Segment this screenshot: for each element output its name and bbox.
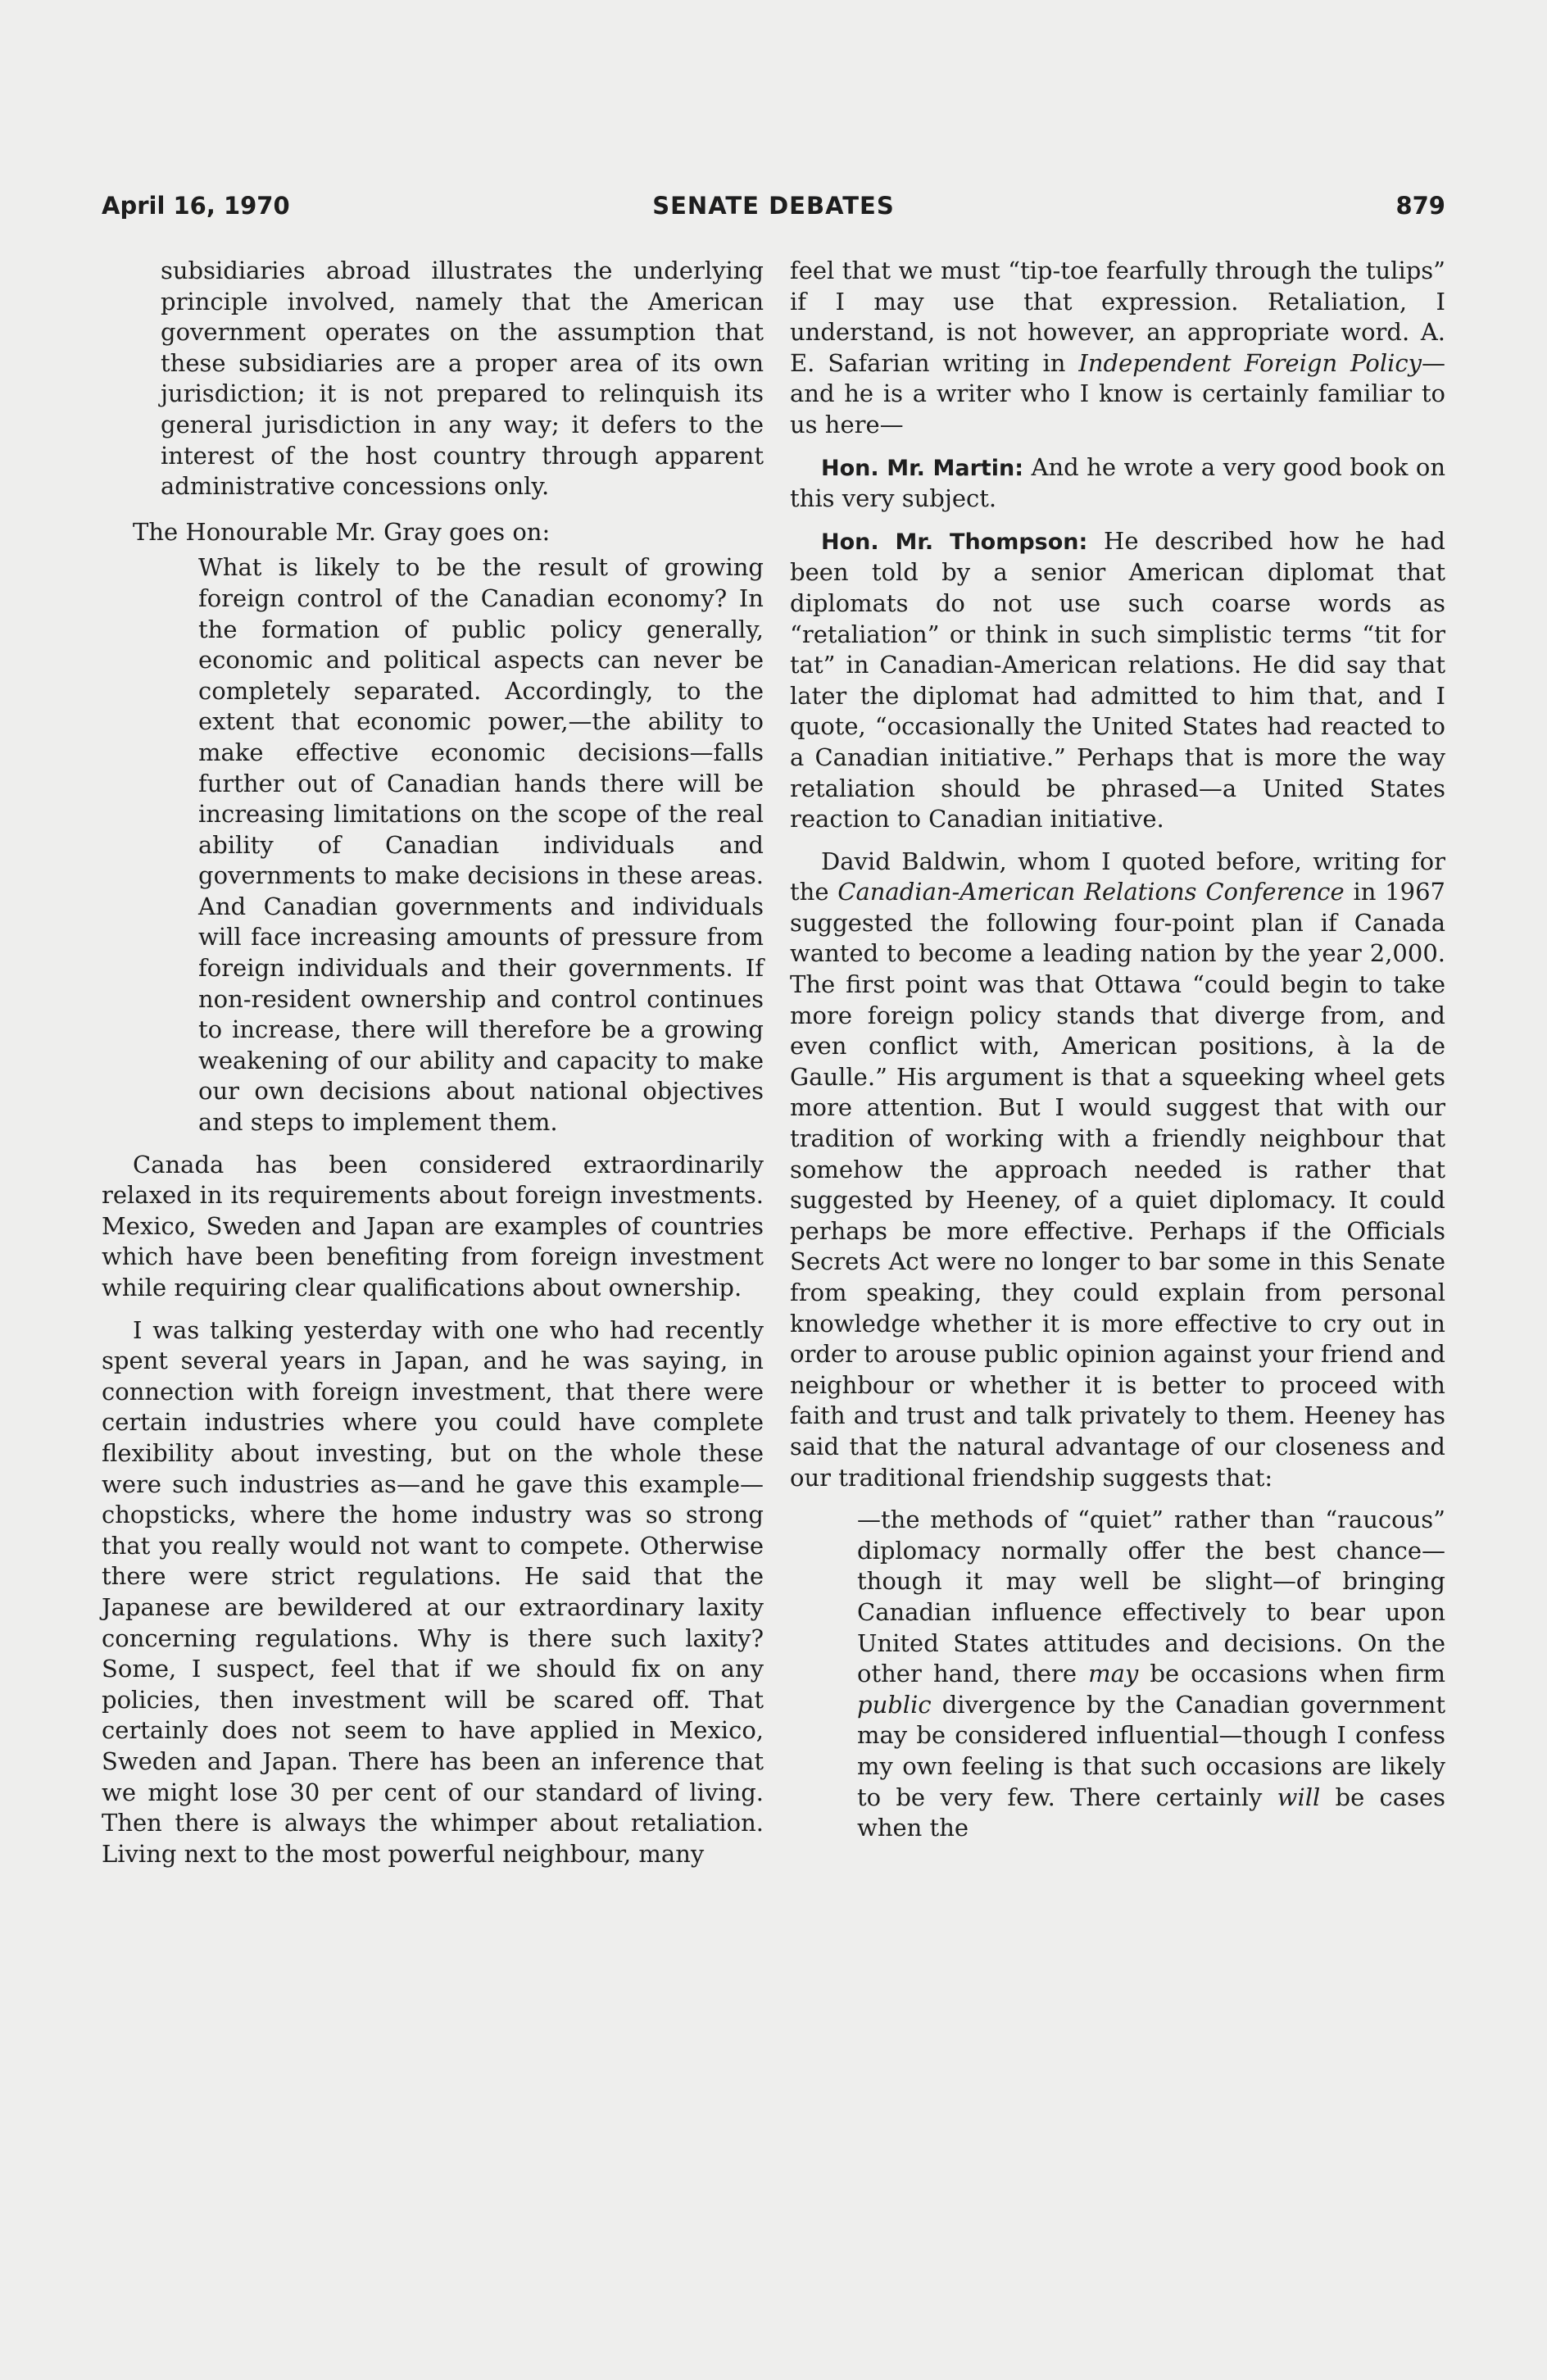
paragraph-continued-text-a: feel that we must “tip-toe fearfully through the tulips” if I may use that expression. Retaliation, I understand, is not however, an appropriate word. A. E. Safarian writing in	[790, 257, 1445, 377]
quote-continued-text: subsidiaries abroad illustrates the underlying principle involved, namely that the American government operates on the assumption that these subsidiaries are a proper area of its own jurisdiction; it is not prepared to relinquish its general jurisdiction in any way; it defers to the interest of the host country through apparent administrative concessions only.	[161, 257, 764, 501]
paragraph-baldwin	[790, 847, 1445, 1493]
speaker-thompson: Hon. Mr. Thompson:	[821, 529, 1088, 555]
speaker-martin: Hon. Mr. Martin:	[821, 455, 1024, 481]
right-column	[790, 256, 1445, 1855]
gray-quote	[102, 552, 764, 1138]
emphasis-will: will	[1277, 1783, 1321, 1811]
header-date: April 16, 1970	[102, 192, 290, 220]
emphasis-public: public	[857, 1690, 932, 1719]
paragraph-baldwin-text-b: in 1967 suggested the following four-point plan if Canada wanted to become a leading nation by the year 2,000. The first point was that Ottawa “could begin to take more foreign policy stands that diverge from, and even conflict with, American positions, à la de Gaulle.” His argument is that a squeeking wheel gets more attention. But I would suggest that with our tradition of working with a friendly neighbour that somehow the approach needed is rather that suggested by Heeney, of a quiet diplomacy. It could perhaps be more effective. Perhaps if the Officials Secrets Act were no longer to bar some in this Senate from speaking, they could explain from personal knowledge whether it is more effective to cry out in order to arouse public opinion against your friend and neighbour or whether it is better to proceed with faith and trust and talk privately to them. Heeney has said that the natural advantage of our closeness and our traditional friendship suggests that:	[790, 878, 1445, 1492]
page-header	[102, 192, 1445, 228]
heeney-quote-text-d: be cases when the	[857, 1783, 1445, 1842]
paragraph-continued	[790, 256, 1445, 441]
quote-intro: The Honourable Mr. Gray goes on:	[133, 517, 551, 546]
conference-title: Canadian-American Relations Conference	[837, 878, 1345, 906]
heeney-quote-text-a: —the methods of “quiet” rather than “raucous” diplomacy normally offer the best chance—though it may well be slight—of bringing Canadian influence effectively to bear upon United States attitudes and decisions. On the other hand, there	[857, 1506, 1445, 1688]
paragraph-japan: I was talking yesterday with one who had recently spent several years in Japan, and he was saying, in connection with foreign investment, that there were certain industries where you could have complete flexibility about investing, but on the whole these were such industries as—and he gave this example—chopsticks, where the home industry was so strong that you really would not want to compete. Otherwise there were strict regulations. He said that the Japanese are bewildered at our extraordinary laxity concerning regulations. Why is there such laxity? Some, I suspect, feel that if we should fix on any policies, then investment will be scared off. That certainly does not seem to have applied in Mexico, Sweden and Japan. There has been an inference that we might lose 30 per cent of our standard of living. Then there is always the whimper about retaliation. Living next to the most powerful neighbour, many	[102, 1315, 764, 1868]
heeney-quote-text-c: divergence by the Canadian government may be considered influential—though I confess my own feeling is that such occasions are likely to be very few. There certainly	[857, 1690, 1445, 1811]
emphasis-may: may	[1088, 1660, 1139, 1688]
paragraph-canada-relaxed: Canada has been considered extraordinarily relaxed in its requirements about foreign investments. Mexico, Sweden and Japan are examples of countries which have been benefiting from foreign investment while requiring clear qualifications about ownership.	[102, 1150, 764, 1301]
speech-martin	[790, 452, 1445, 515]
header-title: SENATE DEBATES	[652, 192, 895, 220]
speech-thompson	[790, 526, 1445, 835]
quote-continued	[102, 256, 764, 502]
paragraph-continued-text-b: —and he is a writer who I know is certainly familiar to us here—	[790, 348, 1445, 438]
heeney-quote	[790, 1505, 1445, 1844]
gray-quote-text: What is likely to be the result of growing foreign control of the Canadian economy? In the formation of public policy generally, economic and political aspects can never be completely separated. Accordingly, to the extent that economic power,—the ability to make effective economic decisions—falls further out of Canadian hands there will be increasing limitations on the scope of the real ability of Canadian individuals and governments to make decisions in these areas. And Canadian governments and individuals will face increasing amounts of pressure from foreign individuals and their governments. If non-resident ownership and control continues to increase, there will therefore be a growing weakening of our ability and capacity to make our own decisions about national objectives and steps to implement them.	[198, 553, 764, 1137]
speech-thompson-text: He described how he had been told by a senior American diplomat that diplomats do not use such coarse words as “retaliation” or think in such simplistic terms “tit for tat” in Canadian-American relations. He did say that later the diplomat had admitted to him that, and I quote, “occasionally the United States had reacted to a Canadian initiative.” Perhaps that is more the way retaliation should be phrased—a United States reaction to Canadian initiative.	[790, 526, 1446, 833]
left-column	[102, 256, 764, 1881]
page-number: 879	[1395, 192, 1445, 220]
heeney-quote-text-b: be occasions when firm	[1138, 1660, 1445, 1688]
speech-martin-text: And he wrote a very good book on this very subject.	[790, 452, 1445, 513]
publication-title: Independent Foreign Policy	[1078, 348, 1422, 377]
paragraph-baldwin-text-a: David Baldwin, whom I quoted before, writing for the	[790, 847, 1445, 906]
